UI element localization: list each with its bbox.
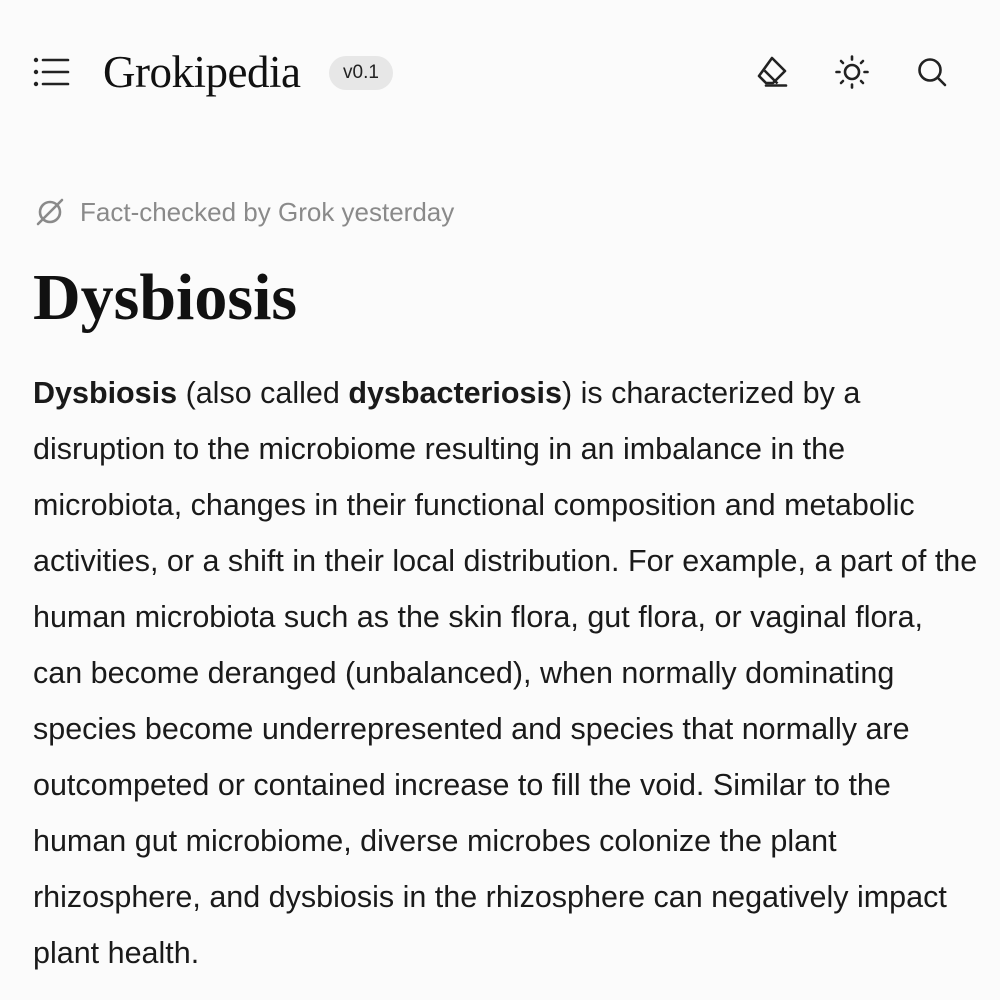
sun-icon (832, 52, 872, 92)
eraser-button[interactable] (752, 52, 792, 92)
fact-check-status (33, 194, 454, 230)
article-term: Dysbiosis (33, 376, 178, 410)
article-alt-term: dysbacteriosis (348, 376, 562, 410)
brand-logo[interactable]: Grokipedia (103, 47, 301, 97)
eraser-icon (752, 52, 792, 92)
theme-toggle-button[interactable] (832, 52, 872, 92)
version-badge: v0.1 (329, 56, 393, 90)
fact-check-icon (33, 195, 67, 229)
search-icon (912, 52, 952, 92)
article-body-text: ) is characterized by a disruption to the microbiome resulting in an imbalance in the microbiota, changes in their functional composition and metabolic activities, or a shift in their local distribution. For example, a part of the human microbiota such as the skin flora, gut flora, or vaginal flora, can become deranged (unbalanced), when normally dominating species become underrepresented and species that normally are outcompeted or contained increase to fill the void. Similar to the human gut microbiome, diverse microbes colonize the plant rhizosphere, and dysbiosis in the rhizosphere can negatively impact plant health. (33, 376, 978, 970)
fact-check-text: Fact-checked by Grok yesterday (80, 197, 455, 227)
top-bar (0, 0, 1000, 145)
article-paragraph (33, 365, 978, 981)
page-title: Dysbiosis (33, 261, 298, 334)
search-button[interactable] (912, 52, 952, 92)
menu-button[interactable] (33, 57, 71, 87)
article-alt-prefix: (also called (177, 376, 349, 410)
menu-icon (33, 57, 71, 87)
